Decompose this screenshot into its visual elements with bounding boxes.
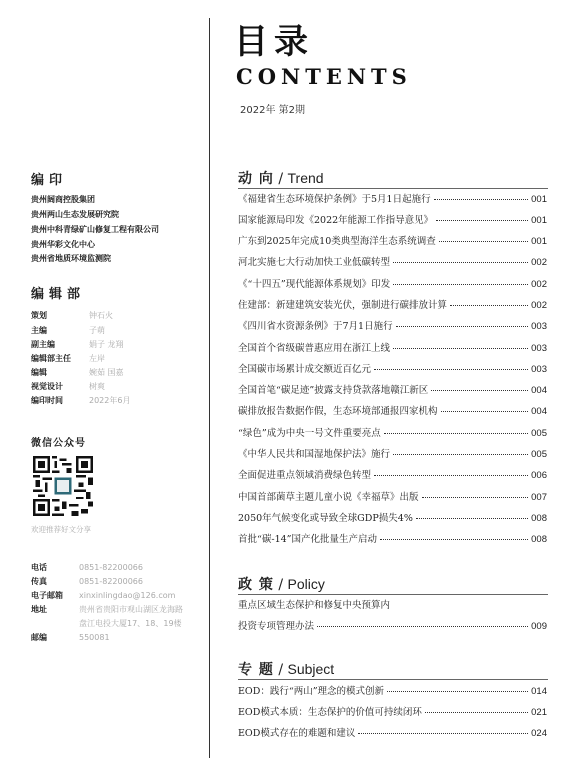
sponsor-org: 贵州中科青绿矿山修复工程有限公司 bbox=[31, 225, 159, 234]
editorial-row bbox=[31, 310, 113, 321]
editorial-value: 婉茹 国嘉 bbox=[89, 368, 124, 377]
toc-item[interactable]: 住建部：新建建筑安装光伏，强制进行碳排放计算 002 bbox=[238, 300, 547, 311]
wechat-title: 微信公众号 bbox=[31, 438, 86, 449]
contact-row bbox=[31, 562, 143, 573]
contact-value: 贵州省贵阳市观山湖区龙海路 bbox=[79, 605, 183, 614]
editorial-title: 编辑部 bbox=[31, 287, 86, 302]
toc-item[interactable]: 《四川省水资源条例》于7月1日施行 003 bbox=[238, 321, 547, 332]
sponsor-org: 贵州华彩文化中心 bbox=[31, 240, 95, 249]
contact-value: 0851-82200066 bbox=[79, 577, 143, 586]
contact-row bbox=[31, 618, 182, 629]
section-divider bbox=[238, 679, 548, 680]
section-divider bbox=[238, 188, 548, 189]
sponsor-org: 贵州两山生态发展研究院 bbox=[31, 210, 119, 219]
section-policy-heading: 政 策 / Policy bbox=[238, 576, 325, 593]
toc-item[interactable]: EOD模式存在的难题和建议 024 bbox=[238, 728, 547, 739]
editorial-row bbox=[31, 353, 105, 364]
wechat-qr-code[interactable] bbox=[33, 456, 93, 516]
editorial-label: 策划 bbox=[31, 311, 47, 320]
section-subject-heading: 专 题 / Subject bbox=[238, 661, 335, 678]
editorial-value: 娟子 龙翔 bbox=[89, 340, 124, 349]
toc-item[interactable]: 碳排放报告数据作假，生态环境部通报四家机构 004 bbox=[238, 406, 547, 417]
editorial-row bbox=[31, 395, 130, 406]
toc-item[interactable]: 全国首个省级碳普惠应用在浙江上线 003 bbox=[238, 343, 547, 354]
editorial-value: 钟石火 bbox=[89, 311, 113, 320]
toc-item[interactable]: EOD模式本质：生态保护的价值可持续闭环 021 bbox=[238, 707, 547, 718]
toc-item[interactable]: 中国首部菌草主题儿童小说《幸福草》出版 007 bbox=[238, 492, 547, 503]
contact-value: 盘江电投大厦17、18、19楼 bbox=[79, 619, 182, 628]
toc-item[interactable]: 国家能源局印发《2022年能源工作指导意见》 001 bbox=[238, 215, 547, 226]
contact-value: 0851-82200066 bbox=[79, 563, 143, 572]
toc-item[interactable]: “绿色”成为中央一号文件重要亮点 005 bbox=[238, 428, 547, 439]
toc-item[interactable]: 河北实施七大行动加快工业低碳转型 002 bbox=[238, 257, 547, 268]
toc-item[interactable]: 2050年气候变化或导致全球GDP损失4% 008 bbox=[238, 513, 547, 524]
editorial-row bbox=[31, 325, 105, 336]
editorial-label: 编辑 bbox=[31, 368, 47, 377]
page-title: 目录 bbox=[234, 22, 314, 62]
toc-item[interactable]: 全国首笔“碳足迹”披露支持贷款落地赣江新区 004 bbox=[238, 385, 547, 396]
issue-number: 2022年 第2期 bbox=[240, 105, 305, 116]
editorial-value: 左岸 bbox=[89, 354, 105, 363]
editorial-value: 子萌 bbox=[89, 326, 105, 335]
editorial-row bbox=[31, 339, 124, 350]
sponsor-title: 编印 bbox=[31, 173, 68, 188]
contact-label: 邮编 bbox=[31, 633, 47, 642]
contact-email[interactable]: xinxinlingdao@126.com bbox=[79, 591, 176, 600]
section-trend-heading: 动 向 / Trend bbox=[238, 170, 324, 187]
toc-item[interactable]: EOD：践行“两山”理念的模式创新 014 bbox=[238, 686, 547, 697]
contact-value: 550081 bbox=[79, 633, 110, 642]
editorial-label: 编辑部主任 bbox=[31, 354, 71, 363]
toc-item[interactable]: 《中华人民共和国湿地保护法》施行 005 bbox=[238, 449, 547, 460]
contact-label: 电话 bbox=[31, 563, 47, 572]
toc-item[interactable]: 《福建省生态环境保护条例》于5月1日起施行 001 bbox=[238, 194, 547, 205]
contact-row bbox=[31, 632, 110, 643]
toc-item[interactable]: 投资专项管理办法 009 bbox=[238, 621, 547, 632]
toc-item[interactable]: 全国碳市场累计成交额近百亿元 003 bbox=[238, 364, 547, 375]
editorial-label: 主编 bbox=[31, 326, 47, 335]
toc-item[interactable]: 《“十四五”现代能源体系规划》印发 002 bbox=[238, 279, 547, 290]
toc-item[interactable]: 全面促进重点领域消费绿色转型 006 bbox=[238, 470, 547, 481]
editorial-label: 编印时间 bbox=[31, 396, 63, 405]
wechat-caption: 欢迎推荐好文分享 bbox=[31, 525, 91, 534]
toc-item[interactable]: 广东到2025年完成10类典型海洋生态系统调查 001 bbox=[238, 236, 547, 247]
toc-item[interactable]: 首批“碳-14”国产化批量生产启动 008 bbox=[238, 534, 547, 545]
editorial-label: 副主编 bbox=[31, 340, 55, 349]
page-title-english: CONTENTS bbox=[236, 64, 412, 89]
editorial-label: 视觉设计 bbox=[31, 382, 63, 391]
contact-label: 电子邮箱 bbox=[31, 591, 63, 600]
contact-row bbox=[31, 576, 143, 587]
editorial-row bbox=[31, 367, 124, 378]
editorial-row bbox=[31, 381, 105, 392]
center-divider bbox=[209, 18, 210, 758]
editorial-value: 树爽 bbox=[89, 382, 105, 391]
sponsor-org: 贵州阔商控股集团 bbox=[31, 195, 95, 204]
contact-row bbox=[31, 590, 175, 601]
section-divider bbox=[238, 594, 548, 595]
contact-label: 传真 bbox=[31, 577, 47, 586]
sponsor-org: 贵州省地质环境监测院 bbox=[31, 254, 111, 263]
contact-label: 地址 bbox=[31, 605, 47, 614]
contact-row bbox=[31, 604, 183, 615]
toc-item[interactable]: 重点区域生态保护和修复中央预算内 bbox=[238, 600, 391, 611]
editorial-value: 2022年6月 bbox=[89, 396, 131, 405]
